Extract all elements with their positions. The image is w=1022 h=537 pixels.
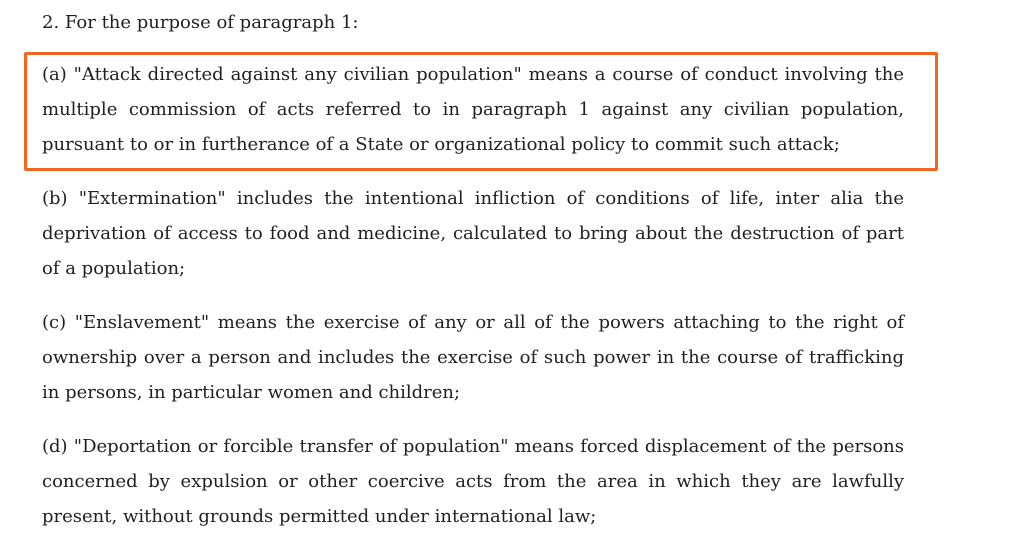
paragraph-b: (b) "Extermination" includes the intentional infliction of conditions of life, inter alia the deprivation of access to food and medicine, calculated to bring about the destruction of part of a population; [42, 188, 904, 279]
paragraph-a: (a) "Attack directed against any civilian population" means a course of conduct involving the multiple commission of acts referred to in paragraph 1 against any civilian population, pursuant to or in furtherance of a State or organizational policy to commit such attack; [42, 64, 904, 155]
section-intro: 2. For the purpose of paragraph 1: [42, 12, 359, 33]
paragraph-d: (d) "Deportation or forcible transfer of population" means forced displacement of the persons concerned by expulsion or other coercive acts from the area in which they are lawfully present, without grounds permitted under international law; [42, 436, 904, 527]
paragraph-c: (c) "Enslavement" means the exercise of any or all of the powers attaching to the right of ownership over a person and includes the exercise of such power in the course of trafficking in persons, in particular women and children; [42, 312, 904, 403]
